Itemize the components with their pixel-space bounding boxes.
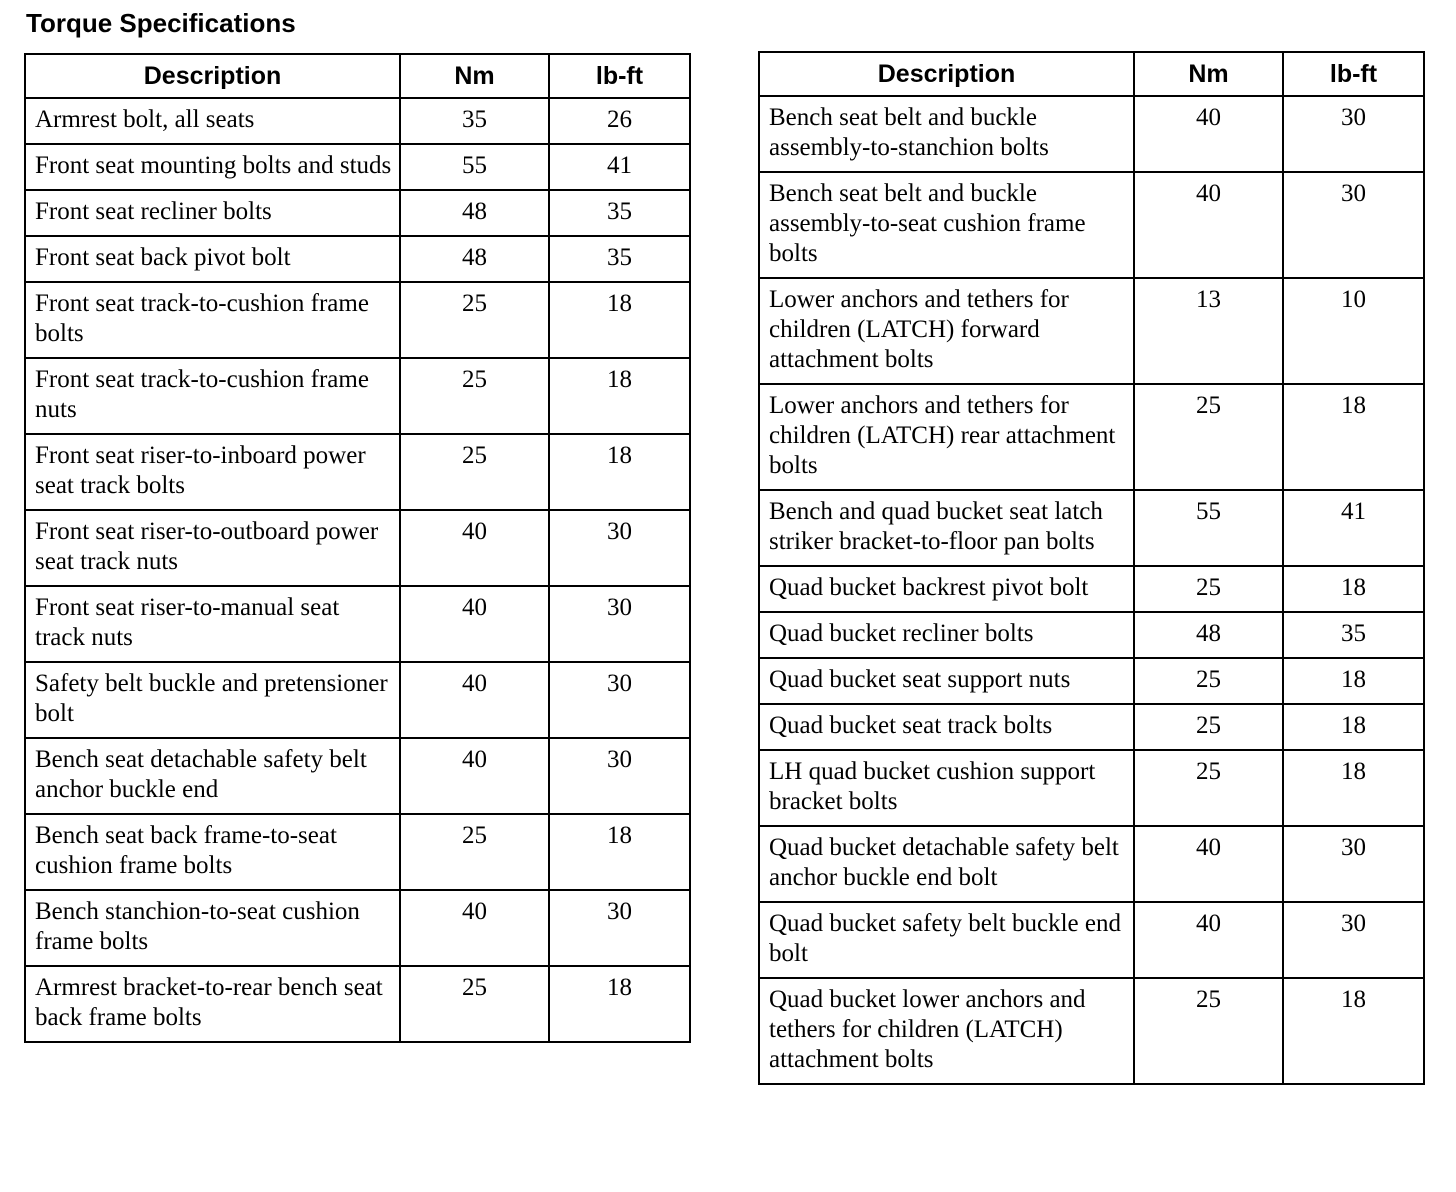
row-nm-value: 25 — [1134, 704, 1283, 750]
row-lbft-value: 18 — [1283, 978, 1424, 1084]
row-description: Quad bucket seat support nuts — [759, 658, 1134, 704]
row-description: Quad bucket recliner bolts — [759, 612, 1134, 658]
row-lbft-value: 35 — [549, 190, 690, 236]
row-nm-value: 35 — [400, 98, 549, 144]
row-lbft-value: 18 — [1283, 566, 1424, 612]
row-lbft-value: 35 — [549, 236, 690, 282]
row-description: Safety belt buckle and pretensioner bolt — [25, 662, 400, 738]
row-nm-value: 25 — [400, 282, 549, 358]
row-description: Front seat riser-to-outboard power seat track nuts — [25, 510, 400, 586]
row-description: Lower anchors and tethers for children (LATCH) rear attachment bolts — [759, 384, 1134, 490]
row-nm-value: 40 — [1134, 826, 1283, 902]
row-description: Armrest bolt, all seats — [25, 98, 400, 144]
table-row — [25, 890, 690, 966]
row-description: Front seat recliner bolts — [25, 190, 400, 236]
table-row — [759, 902, 1424, 978]
row-lbft-value: 30 — [549, 510, 690, 586]
row-nm-value: 25 — [1134, 384, 1283, 490]
row-description: Bench seat detachable safety belt anchor buckle end — [25, 738, 400, 814]
row-lbft-value: 26 — [549, 98, 690, 144]
row-nm-value: 48 — [1134, 612, 1283, 658]
row-lbft-value: 30 — [549, 586, 690, 662]
table-row — [759, 750, 1424, 826]
table-row — [759, 826, 1424, 902]
row-nm-value: 25 — [400, 434, 549, 510]
table-row — [25, 738, 690, 814]
row-description: Front seat track-to-cushion frame nuts — [25, 358, 400, 434]
table-row — [25, 814, 690, 890]
row-description: Bench stanchion-to-seat cushion frame bolts — [25, 890, 400, 966]
row-nm-value: 25 — [400, 966, 549, 1042]
row-lbft-value: 30 — [549, 738, 690, 814]
row-nm-value: 25 — [1134, 750, 1283, 826]
row-nm-value: 40 — [1134, 96, 1283, 172]
row-lbft-value: 18 — [1283, 658, 1424, 704]
row-nm-value: 48 — [400, 236, 549, 282]
row-nm-value: 40 — [400, 510, 549, 586]
row-lbft-value: 35 — [1283, 612, 1424, 658]
row-description: Bench seat back frame-to-seat cushion frame bolts — [25, 814, 400, 890]
table-row — [25, 282, 690, 358]
row-nm-value: 48 — [400, 190, 549, 236]
table-row — [759, 96, 1424, 172]
row-description: Quad bucket seat track bolts — [759, 704, 1134, 750]
table-row — [759, 172, 1424, 278]
table-row — [25, 966, 690, 1042]
row-description: Quad bucket lower anchors and tethers for children (LATCH) attachment bolts — [759, 978, 1134, 1084]
row-lbft-value: 30 — [1283, 96, 1424, 172]
column-header-description: Description — [25, 54, 400, 98]
row-nm-value: 25 — [1134, 566, 1283, 612]
row-nm-value: 40 — [1134, 902, 1283, 978]
table-row — [759, 566, 1424, 612]
table-row — [25, 434, 690, 510]
table-row — [25, 98, 690, 144]
table-row — [25, 510, 690, 586]
row-description: Front seat back pivot bolt — [25, 236, 400, 282]
row-description: Armrest bracket-to-rear bench seat back frame bolts — [25, 966, 400, 1042]
table-row — [25, 190, 690, 236]
row-description: Front seat riser-to-manual seat track nuts — [25, 586, 400, 662]
row-lbft-value: 18 — [549, 966, 690, 1042]
table-row — [25, 144, 690, 190]
table-header-row — [25, 54, 690, 98]
row-nm-value: 25 — [1134, 978, 1283, 1084]
row-description: Quad bucket backrest pivot bolt — [759, 566, 1134, 612]
row-nm-value: 25 — [1134, 658, 1283, 704]
table-header-row — [759, 52, 1424, 96]
row-nm-value: 40 — [400, 662, 549, 738]
row-lbft-value: 18 — [549, 282, 690, 358]
row-lbft-value: 18 — [1283, 384, 1424, 490]
row-lbft-value: 30 — [1283, 826, 1424, 902]
row-nm-value: 13 — [1134, 278, 1283, 384]
table-row — [25, 236, 690, 282]
row-lbft-value: 18 — [549, 358, 690, 434]
row-lbft-value: 18 — [1283, 750, 1424, 826]
row-nm-value: 55 — [1134, 490, 1283, 566]
row-nm-value: 55 — [400, 144, 549, 190]
row-description: Bench seat belt and buckle assembly-to-stanchion bolts — [759, 96, 1134, 172]
torque-table-left — [24, 53, 691, 1043]
row-description: Quad bucket detachable safety belt anchor buckle end bolt — [759, 826, 1134, 902]
row-lbft-value: 30 — [549, 662, 690, 738]
column-header-lbft: lb-ft — [549, 54, 690, 98]
row-description: Front seat track-to-cushion frame bolts — [25, 282, 400, 358]
row-description: Bench seat belt and buckle assembly-to-seat cushion frame bolts — [759, 172, 1134, 278]
row-lbft-value: 30 — [1283, 902, 1424, 978]
column-header-lbft: lb-ft — [1283, 52, 1424, 96]
table-row — [759, 612, 1424, 658]
table-row — [759, 658, 1424, 704]
column-header-description: Description — [759, 52, 1134, 96]
row-lbft-value: 10 — [1283, 278, 1424, 384]
row-nm-value: 25 — [400, 814, 549, 890]
row-nm-value: 40 — [400, 890, 549, 966]
table-row — [759, 704, 1424, 750]
row-lbft-value: 30 — [549, 890, 690, 966]
row-lbft-value: 41 — [1283, 490, 1424, 566]
table-row — [759, 384, 1424, 490]
page-title: Torque Specifications — [26, 8, 296, 38]
table-row — [759, 490, 1424, 566]
row-description: Front seat mounting bolts and studs — [25, 144, 400, 190]
row-lbft-value: 18 — [1283, 704, 1424, 750]
row-description: Front seat riser-to-inboard power seat track bolts — [25, 434, 400, 510]
column-header-nm: Nm — [400, 54, 549, 98]
table-row — [759, 978, 1424, 1084]
row-nm-value: 40 — [400, 738, 549, 814]
row-description: Lower anchors and tethers for children (LATCH) forward attachment bolts — [759, 278, 1134, 384]
table-row — [759, 278, 1424, 384]
row-nm-value: 40 — [1134, 172, 1283, 278]
row-description: LH quad bucket cushion support bracket bolts — [759, 750, 1134, 826]
table-row — [25, 358, 690, 434]
row-description: Bench and quad bucket seat latch striker bracket-to-floor pan bolts — [759, 490, 1134, 566]
row-description: Quad bucket safety belt buckle end bolt — [759, 902, 1134, 978]
row-lbft-value: 18 — [549, 814, 690, 890]
row-nm-value: 40 — [400, 586, 549, 662]
table-row — [25, 662, 690, 738]
torque-table-right — [758, 51, 1425, 1085]
table-row — [25, 586, 690, 662]
row-lbft-value: 18 — [549, 434, 690, 510]
row-lbft-value: 30 — [1283, 172, 1424, 278]
row-nm-value: 25 — [400, 358, 549, 434]
row-lbft-value: 41 — [549, 144, 690, 190]
column-header-nm: Nm — [1134, 52, 1283, 96]
